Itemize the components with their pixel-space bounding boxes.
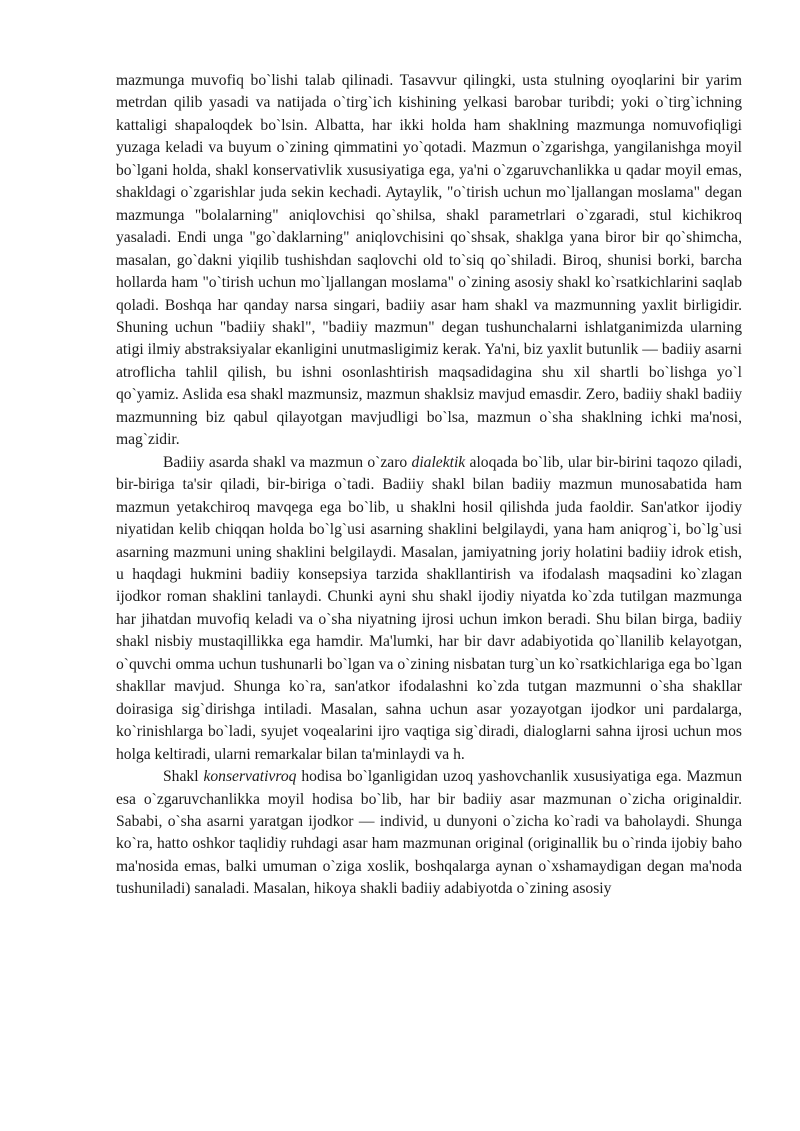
- document-page: [116, 70, 742, 901]
- paragraph-3: [116, 766, 742, 901]
- paragraph-2: [116, 452, 742, 766]
- paragraph-3-italic-term: konservativroq: [203, 768, 297, 786]
- paragraph-2-text-a: Badiiy asarda shakl va mazmun o`zaro: [163, 453, 412, 471]
- paragraph-2-text-b: aloqada bo`lib, ular bir-birini taqozo qiladi, bir-biriga ta'sir qiladi, bir-biriga o`tadi. Badiiy shakl bilan badiiy mazmun munosabatida ham mazmun yetakchiroq mavqega ega bo`lib, u shaklni hosil qilishda juda faoldir. San'atkor ijodiy niyatidan kelib chiqqan holda bo`lg`usi asarning shaklini belgilaydi, yana ham aniqrog`i, bo`lg`usi asarning mazmuni uning shaklini belgilaydi. Masalan, jamiyatning joriy holatini badiiy idrok etish, u haqdagi hukmini badiiy konsepsiya tarzida shakllantirish va ifodalash maqsadini ko`zlagan ijodkor roman shaklini tanlaydi. Chunki ayni shu shakl ijodiy niyatda ko`zda tutilgan mazmunga har jihatdan muvofiq keladi va o`sha niyatning ijrosi uchun imkon beradi. Shu bilan birga, badiiy shakl nisbiy mustaqillikka ega hamdir. Ma'lumki, har bir davr adabiyotida qo`llanilib kelayotgan, o`quvchi omma uchun tushunarli bo`lgan va o`zining nisbatan turg`un ko`rsatkichlariga ega bo`lgan shakllar mavjud. Shunga ko`ra, san'atkor ifodalashni ko`zda tutgan mazmunni o`sha shakllar doirasiga sig`dirishga intiladi. Masalan, sahna uchun asar yozayotgan ijodkor uni pardalarga, ko`rinishlarga bo`ladi, syujet voqealarini ijro vaqtiga sig`diradi, dialoglarni sahna ijrosi uchun mos holga keltiradi, ularni remarkalar bilan ta'minlaydi va h.: [116, 453, 742, 763]
- paragraph-1: [116, 70, 742, 452]
- paragraph-3-text-a: Shakl: [163, 768, 204, 786]
- paragraph-1-text: mazmunga muvofiq bo`lishi talab qilinadi. Tasavvur qilingki, usta stulning oyoqlarini bir yarim metrdan qilib yasadi va natijada o`tirg`ich kishining yelkasi barobar turibdi; yoki o`tirg`ichning kattaligi shapaloqdek bo`lsin. Albatta, har ikki holda ham shaklning mazmunga nomuvofiqligi yuzaga keladi va buyum o`zining qimmatini yo`qotadi. Mazmun o`zgarishga, yangilanishga moyil bo`lgani holda, shakl konservativlik xususiyatiga ega, ya'ni o`zgaruvchanlikka u qadar moyil emas, shakldagi o`zgarishlar juda sekin kechadi. Aytaylik, "o`tirish uchun mo`ljallangan moslama" degan mazmunga "bolalarning" aniqlovchisi qo`shilsa, shakl parametrlari o`zgaradi, stul kichikroq yasaladi. Endi unga "go`daklarning" aniqlovchisini qo`shsak, shaklga yana biror bir qo`shimcha, masalan, go`dakni yiqilib tushishdan saqlovchi old to`siq qo`shiladi. Biroq, shunisi borki, barcha hollarda ham "o`tirish uchun mo`ljallangan moslama" o`zining asosiy shakl ko`rsatkichlarini saqlab qoladi. Boshqa har qanday narsa singari, badiiy asar ham shakl va mazmunning yaxlit birligidir. Shuning uchun "badiiy shakl", "badiiy mazmun" degan tushunchalarni ishlatganimizda ularning atigi ilmiy abstraksiyalar ekanligini unutmasligimiz kerak. Ya'ni, biz yaxlit butunlik — badiiy asarni atroflicha tahlil qilish, bu ishni osonlashtirish maqsadidagina shu xil shartli bo`lishga yo`l qo`yamiz. Aslida esa shakl mazmunsiz, mazmun shaklsiz mavjud emasdir. Zero, badiiy shakl badiiy mazmunning biz qabul qilayotgan mavjudligi bo`lsa, mazmun o`sha shaklning ichki ma'nosi, mag`zidir.: [116, 72, 742, 449]
- paragraph-3-text-b: hodisa bo`lganligidan uzoq yashovchanlik xususiyatiga ega. Mazmun esa o`zgaruvchanlikka moyil hodisa bo`lib, har bir badiiy asar mazmunan o`zicha originaldir. Sababi, o`sha asarni yaratgan ijodkor — individ, u dunyoni o`zicha ko`radi va baholaydi. Shunga ko`ra, hatto oshkor taqlidiy ruhdagi asar ham mazmunan original (originallik bu o`rinda ijobiy baho ma'nosida emas, balki umuman o`ziga xoslik, boshqalarga aynan o`xshamaydigan degan ma'noda tushuniladi) sanaladi. Masalan, hikoya shakli badiiy adabiyotda o`zining asosiy: [116, 768, 743, 898]
- paragraph-2-italic-term: dialektik: [411, 453, 466, 471]
